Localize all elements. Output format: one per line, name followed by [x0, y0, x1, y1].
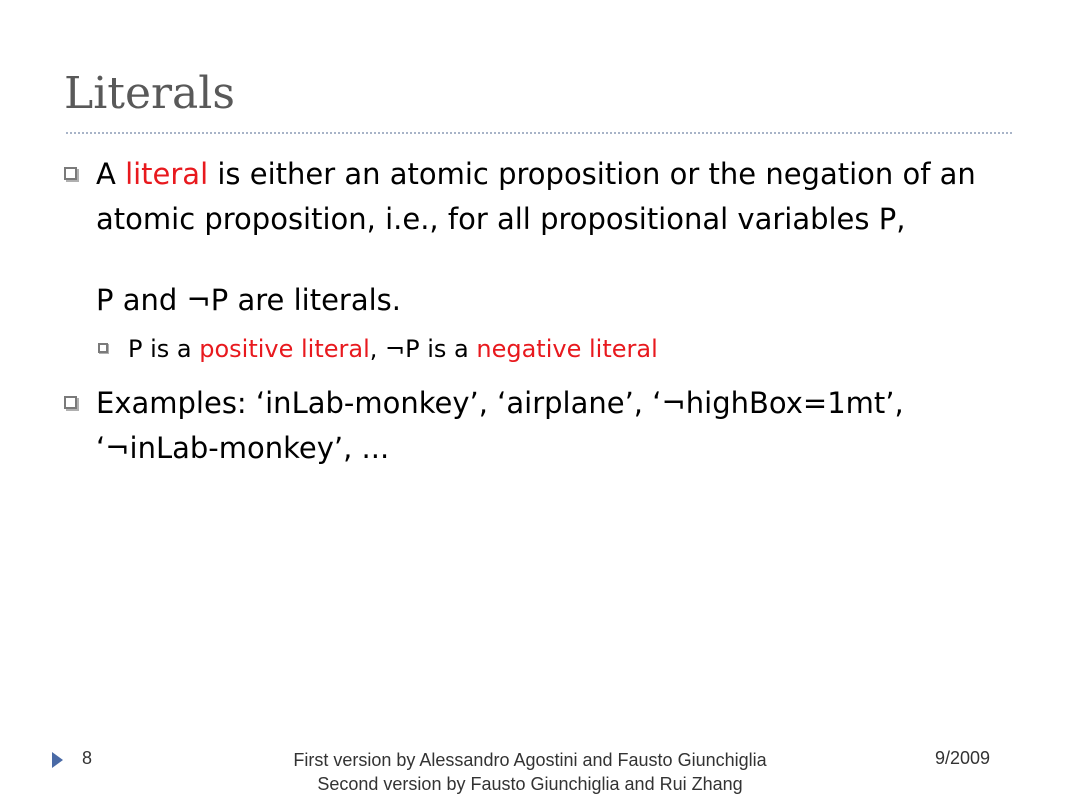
credit-line-1: First version by Alessandro Agostini and Fausto Giunchiglia — [293, 750, 767, 770]
polarity-text-pre: P is a — [128, 335, 200, 363]
slide-footer — [0, 744, 1066, 800]
square-bullet-icon — [64, 167, 77, 180]
square-bullet-icon — [64, 396, 77, 409]
slide-body — [64, 152, 1014, 471]
bullet-examples — [64, 381, 1014, 471]
term-negative-literal: negative literal — [476, 335, 658, 363]
sub-bullet-polarity — [64, 329, 1014, 369]
page-number: 8 — [82, 748, 93, 768]
square-bullet-icon — [98, 343, 108, 353]
footer-credits — [240, 748, 820, 796]
credit-line-2: Second version by Fausto Giunchiglia and Rui Zhang — [317, 774, 743, 794]
slide-title: Literals — [64, 68, 235, 119]
examples-text: Examples: ‘inLab-monkey’, ‘airplane’, ‘¬highBox=1mt’, ‘¬inLab-monkey’, ... — [96, 386, 904, 465]
term-positive-literal: positive literal — [199, 335, 370, 363]
definition-text-post: is either an atomic proposition or the negation of an atomic proposition, i.e., for all propositional variables P, — [96, 157, 976, 236]
definition-text-pre: A — [96, 157, 126, 191]
triangle-marker-icon — [52, 752, 63, 768]
title-divider — [66, 132, 1012, 134]
definition-conclusion: P and ¬P are literals. — [96, 283, 402, 317]
polarity-text-mid: , ¬P is a — [369, 335, 477, 363]
term-literal: literal — [125, 157, 209, 191]
footer-date: 9/2009 — [935, 748, 991, 768]
spacer — [96, 242, 1014, 278]
bullet-literal-definition — [64, 152, 1014, 323]
